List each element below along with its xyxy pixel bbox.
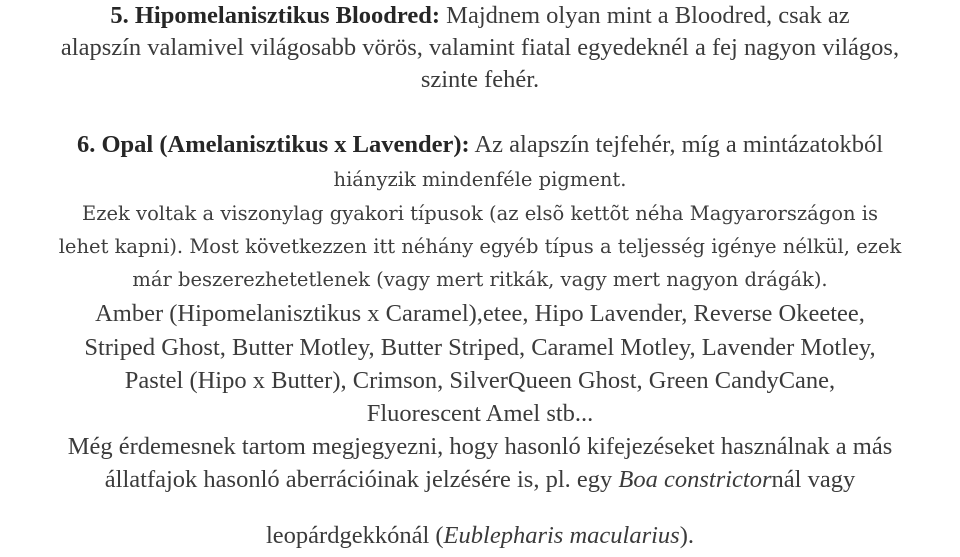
para3-line3: [0, 524, 960, 549]
para2-line4: Fluorescent Amel stb...: [366, 400, 594, 427]
para1-line1: Ezek voltak a viszonylag gyakori típusok (az elsõ kettõt néha Magyarországon is: [81, 202, 878, 225]
item5-label: 5. Hipomelanisztikus Bloodred:: [110, 2, 441, 29]
para3-line3-pre: leopárdgekkónál (: [265, 522, 444, 549]
item6-label: 6. Opal (Amelanisztikus x Lavender):: [76, 131, 470, 158]
para3-line2-post: nál vagy: [771, 466, 856, 493]
item5-text1: Majdnem olyan mint a Bloodred, csak az: [440, 2, 850, 29]
para2-line3: Pastel (Hipo x Butter), Crimson, SilverQueen Ghost, Green CandyCane,: [124, 367, 836, 394]
item5-line3: szinte fehér.: [420, 66, 540, 93]
species-name-boa: Boa constrictor: [618, 466, 772, 493]
item6-line1: [0, 133, 960, 158]
species-name-eublepharis: Eublepharis macularius: [443, 522, 680, 549]
item6-text1: Az alapszín tejfehér, míg a mintázatokból: [469, 131, 884, 158]
para2-line2: Striped Ghost, Butter Motley, Butter Striped, Caramel Motley, Lavender Motley,: [84, 334, 876, 361]
item5-line1: [0, 4, 960, 29]
para3-line1: Még érdemesnek tartom megjegyezni, hogy hasonló kifejezéseket használnak a más: [67, 433, 893, 460]
para3-line2-pre: állatfajok hasonló aberrációinak jelzésére is, pl. egy: [104, 466, 619, 493]
para1-line3: már beszerezhetetlenek (vagy mert ritkák, vagy mert nagyon drágák).: [132, 268, 828, 291]
para2-line1: Amber (Hipomelanisztikus x Caramel),etee, Hipo Lavender, Reverse Okeetee,: [95, 300, 865, 327]
item5-line2: alapszín valamivel világosabb vörös, valamint fiatal egyedeknél a fej nagyon világos,: [60, 34, 900, 61]
item6-line2: hiányzik mindenféle pigment.: [333, 168, 627, 191]
para3-line3-post: ).: [679, 522, 694, 549]
para3-line2: [0, 468, 960, 493]
para1-line2: lehet kapni). Most következzen itt néhány egyéb típus a teljesség igénye nélkül, ezek: [58, 235, 902, 258]
